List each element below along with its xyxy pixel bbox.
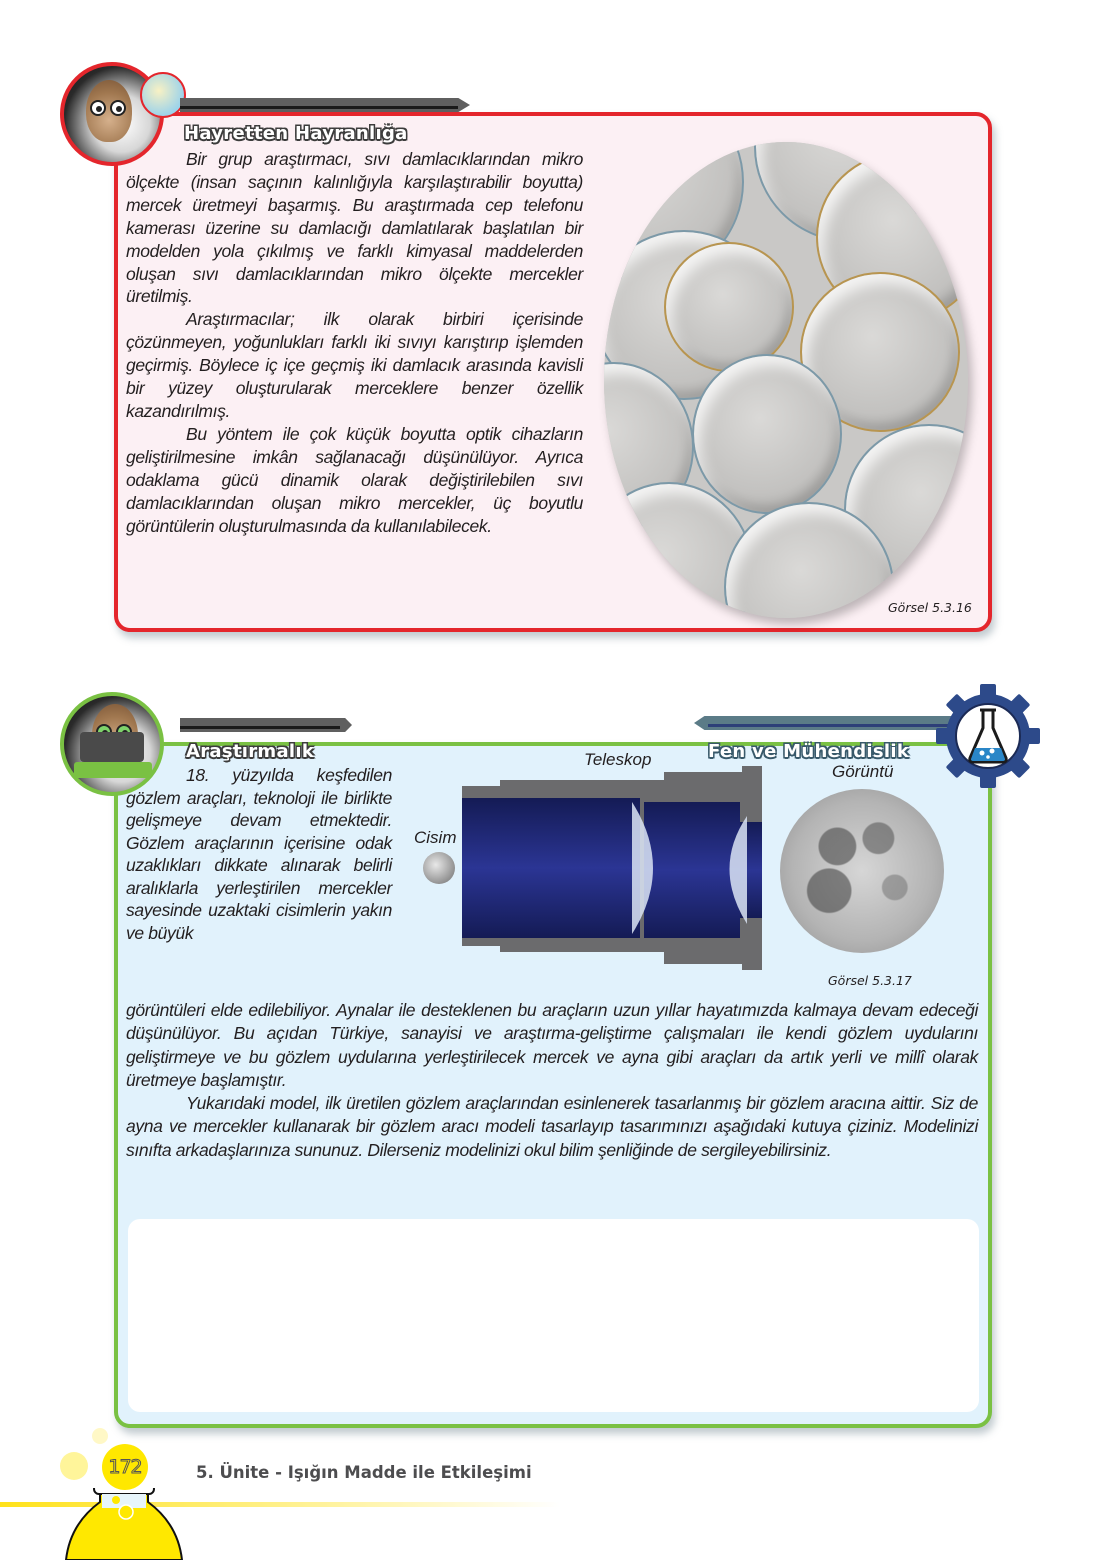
paragraph: 18. yüzyılda keşfedilen gözlem araçları, teknoloji ile birlikte gelişmeye devam etmektedir. Gözlem araçlarının içerisine odak uzaklıkları dikkate alınarak belirli aralıklarla yerleştirilen mercekler sayesinde uzaktaki cisimlerin yakın ve büyük bbox=[126, 765, 392, 943]
figure-caption: Görsel 5.3.16 bbox=[888, 600, 972, 615]
image-moon-icon bbox=[780, 789, 944, 953]
laptop-icon bbox=[80, 732, 144, 762]
gear-flask-icon bbox=[934, 682, 1042, 790]
liquid-droplet-lenses-image bbox=[604, 142, 968, 618]
article-text bbox=[126, 999, 978, 1162]
telescope-diagram bbox=[462, 766, 768, 970]
section-title: Hayretten Hayranlığa bbox=[184, 123, 408, 144]
badge-title: Fen ve Mühendislik bbox=[708, 741, 910, 762]
section-title: Araştırmalık bbox=[186, 741, 315, 762]
drawing-area[interactable] bbox=[128, 1219, 979, 1412]
page-number-badge bbox=[102, 1444, 148, 1490]
section-ribbon-arastirmalik bbox=[180, 718, 352, 762]
owl-icon bbox=[86, 80, 132, 142]
object-moon-icon bbox=[423, 852, 455, 884]
paragraph: Bir grup araştırmacı, sıvı damlacıklarından mikro ölçekte (insan saçının kalınlığıyla karşılaştırabilir boyutta) mercek üretmeyi başarmış. Bu araştırmada cep telefonu kamerası üzerine su damlacığı damlatılarak başlatılan bir modelden yola çıkılmış ve farklı kimyasal maddelerden oluşan sıvı damlacıklarından mikro ölçekte mercekler üretilmiş. bbox=[126, 149, 583, 307]
unit-title: 5. Ünite - Işığın Madde ile Etkileşimi bbox=[196, 1463, 532, 1482]
paragraph: görüntüleri elde edilebiliyor. Aynalar ile desteklenen bu araçların uzun yıllar hayatımızda kalmaya devam edeceği düşünülüyor. Bu açıdan Türkiye, sanayisi ve araştırma-geliştirme çalışmaları ile kendi gözlem uydularını geliştirmeye ve bu gözlem uydularına yerleştirilecek mercek ve ayna gibi araçları da artık yerli ve millî olarak üretmeye başlamıştır. bbox=[126, 1000, 978, 1090]
object-label: Cisim bbox=[414, 828, 457, 847]
figure-caption: Görsel 5.3.17 bbox=[828, 973, 912, 988]
image-label: Görüntü bbox=[832, 762, 894, 781]
page-number: 172 bbox=[108, 1456, 142, 1478]
paragraph: Araştırmacılar; ilk olarak birbiri içerisinde çözünmeyen, yoğunlukları farklı iki sıvıyı karıştırıp işlemden geçirmiş. Böylece iç içe geçmiş iki damlacık arasında kavisli bir yüzey oluşturularak merceklere benzer özellik kazandırılmış. bbox=[126, 309, 583, 421]
bubble-icon bbox=[92, 1428, 108, 1444]
section-ribbon-hayretten bbox=[180, 98, 470, 144]
telescope-label: Teleskop bbox=[584, 750, 652, 769]
section-ribbon-fen-muhendislik bbox=[694, 716, 956, 762]
flask-icon bbox=[64, 1488, 184, 1560]
task-paragraph: Yukarıdaki model, ilk üretilen gözlem araçlarından esinlenerek tasarlanmış bir gözlem aracına aittir. Siz de ayna ve mercekler kullanarak bir gözlem aracı modeli tasarlayıp tasarımınızı aşağıdaki kutuya çiziniz. Modelinizi sınıfta arkadaşlarınıza sununuz. Dilerseniz modelinizi okul bilim şenliğinde de sergileyebilirsiniz. bbox=[126, 1093, 978, 1160]
intro-column-text bbox=[126, 764, 392, 944]
paragraph: Bu yöntem ile çok küçük boyutta optik cihazların geliştirilmesine imkân sağlanacağı düşünülüyor. Ayrıca odaklama gücü dinamik olarak değiştirilebilen sıvı damlacıklarından oluşan mikro mercekler, üç boyutlu görüntülerin oluşturulmasında da kullanılabilecek. bbox=[126, 423, 583, 536]
article-text bbox=[126, 148, 583, 537]
bubble-icon bbox=[60, 1452, 88, 1480]
